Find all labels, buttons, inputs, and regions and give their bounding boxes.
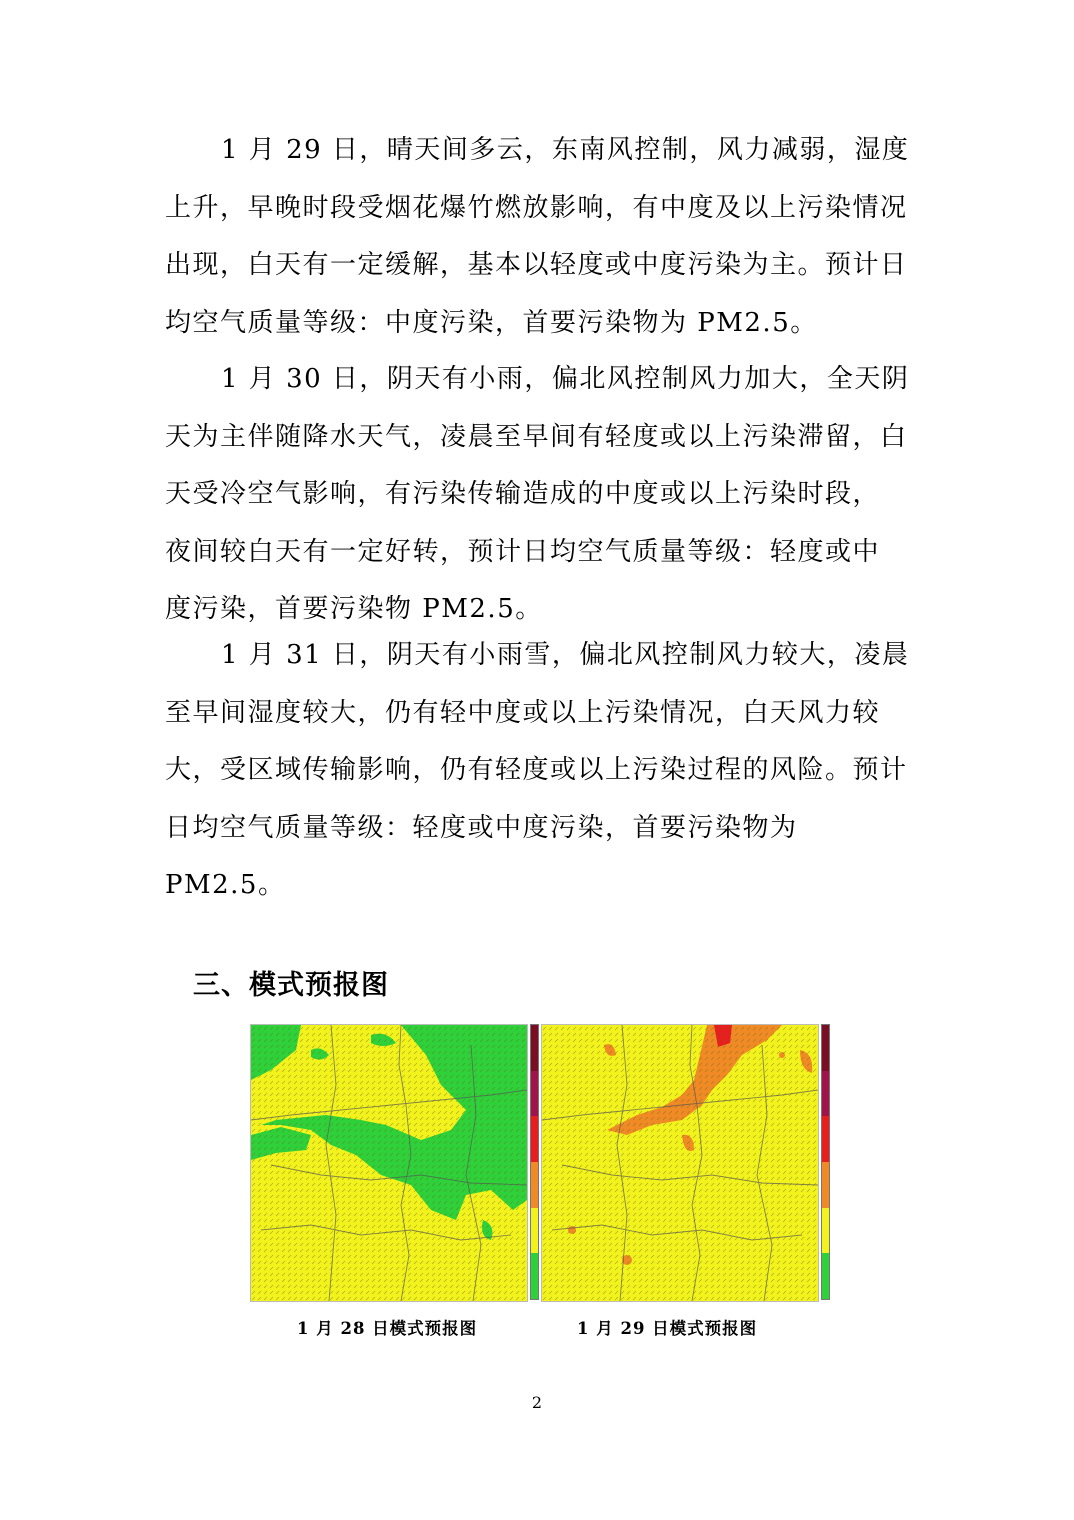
colorbar xyxy=(821,1024,830,1300)
colorbar-segment xyxy=(531,1253,538,1299)
colorbar-segment xyxy=(531,1116,538,1162)
colorbar-segment xyxy=(531,1162,538,1208)
colorbar-segment xyxy=(531,1208,538,1254)
colorbar-segment xyxy=(822,1071,829,1117)
section-heading: 三、模式预报图 xyxy=(193,970,389,1001)
colorbar-segment xyxy=(822,1208,829,1254)
figure-caption: 1 月 29 日模式预报图 xyxy=(577,1319,758,1338)
forecast-map-jan28 xyxy=(250,1024,528,1302)
colorbar xyxy=(530,1024,539,1300)
colorbar-segment xyxy=(531,1025,538,1071)
paragraph-text: 1 月 29 日，晴天间多云，东南风控制，风力减弱，湿度上升，早晚时段受烟花爆竹燃放影响，有中度及以上污染情况出现，白天有一定缓解，基本以轻度或中度污染为主。预计日均空气质量等级：中度污染，首要污染物为 PM2.5。 xyxy=(165,135,910,338)
page-number: 2 xyxy=(531,1393,543,1412)
paragraph-jan29 xyxy=(165,122,915,352)
figure-caption: 1 月 28 日模式预报图 xyxy=(297,1319,478,1338)
colorbar-segment xyxy=(822,1116,829,1162)
paragraph-text: 1 月 30 日，阴天有小雨，偏北风控制风力加大，全天阴天为主伴随降水天气，凌晨至早间有轻度或以上污染滞留，白天受冷空气影响，有污染传输造成的中度或以上污染时段， 夜间较白天有一定好转，预计日均空气质量等级：轻度或中 度污染，首要污染物 PM2.5。 xyxy=(165,364,910,624)
colorbar-segment xyxy=(531,1071,538,1117)
paragraph-text: 1 月 31 日，阴天有小雨雪，偏北风控制风力较大，凌晨至早间湿度较大，仍有轻中度或以上污染情况，白天风力较大，受区域传输影响，仍有轻度或以上污染过程的风险。预计日均空气质量等级：轻度或中度污染，首要污染物为 PM2.5。 xyxy=(165,640,910,900)
colorbar-segment xyxy=(822,1025,829,1071)
forecast-map-jan29 xyxy=(541,1024,819,1302)
colorbar-segment xyxy=(822,1162,829,1208)
paragraph-jan31 xyxy=(165,627,915,915)
colorbar-segment xyxy=(822,1253,829,1299)
paragraph-jan30 xyxy=(165,351,915,639)
